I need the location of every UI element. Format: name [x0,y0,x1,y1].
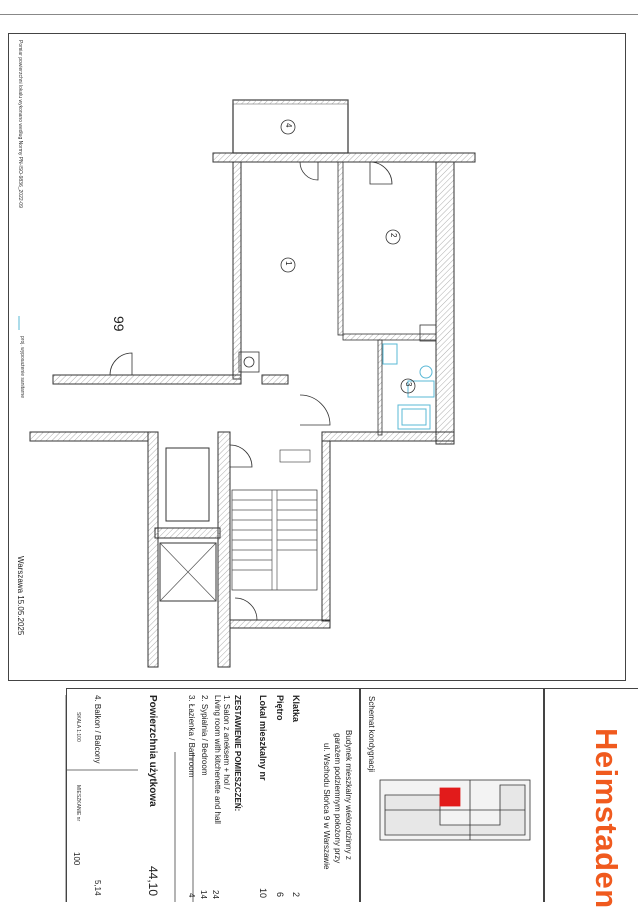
room-area-3: 4 [187,893,196,898]
building-desc-1: Budynek mieszkalny wielorodzinny z [344,730,353,860]
wall-corridor [53,375,241,384]
brand-logo-text: Heimstaden [589,728,624,909]
room-row-2: 2. Sypialnia / Bedroom [200,695,209,776]
key-title: Schemat kondygnacji [367,696,376,773]
scale-label: SKALA 1:100 [75,712,81,742]
klatka-value: 2 [291,892,301,898]
building-desc-3: ul. Wschodu Słońca 9 w Warszawie [322,743,331,870]
room-row-1b: Living room with kitchenette and hall [213,695,222,824]
date-text: Warszawa 15.05.2025 [16,556,25,636]
room-row-3: 3. Łazienka / Bathroom [187,695,196,778]
usable-area-value: 44,10 [146,866,160,897]
room-label-4: 4 [284,123,293,128]
lokal-label: Lokal mieszkalny nr [258,695,268,781]
measurement-note: Pomiar powierzchni lokalu wykonano według Normy PN-ISO-9836_2022-09 [17,40,23,208]
legend-note: proj. wyposażenie sanitarne [19,336,25,398]
room-label-3: 3 [404,382,413,387]
balcony-value: 5,14 [93,880,102,896]
room-label-1: 1 [284,261,293,266]
key-panel [360,688,544,902]
room-row-1: 1. Salon z aneksem + hol / [222,695,231,790]
room-label-2: 2 [389,233,398,238]
wall-top [213,153,475,162]
apartment-value: 100 [72,852,81,866]
room-area-2: 14 [199,890,208,899]
apartment-number-plan: 99 [111,316,127,332]
pietro-value: 6 [275,892,285,898]
wall-left-room1 [233,162,241,379]
room-area-1: 24 [211,890,220,899]
klatka-label: Klatka [291,695,301,723]
rooms-heading: ZESTAWIENIE POMIESZCZEŃ: [233,695,242,812]
apartment-label: MIESZKANIE nr [75,785,81,822]
wall-right [436,162,454,444]
balcony-label: 4. Balkon / Balcony [93,695,102,764]
usable-area-label: Powierzchnia użytkowa [147,695,158,807]
bathroom-fixtures [383,344,434,429]
building-desc-2: garażem podziemnym położony przy [333,733,342,864]
lokal-value: 10 [258,888,268,899]
pietro-label: Piętro [275,695,285,721]
